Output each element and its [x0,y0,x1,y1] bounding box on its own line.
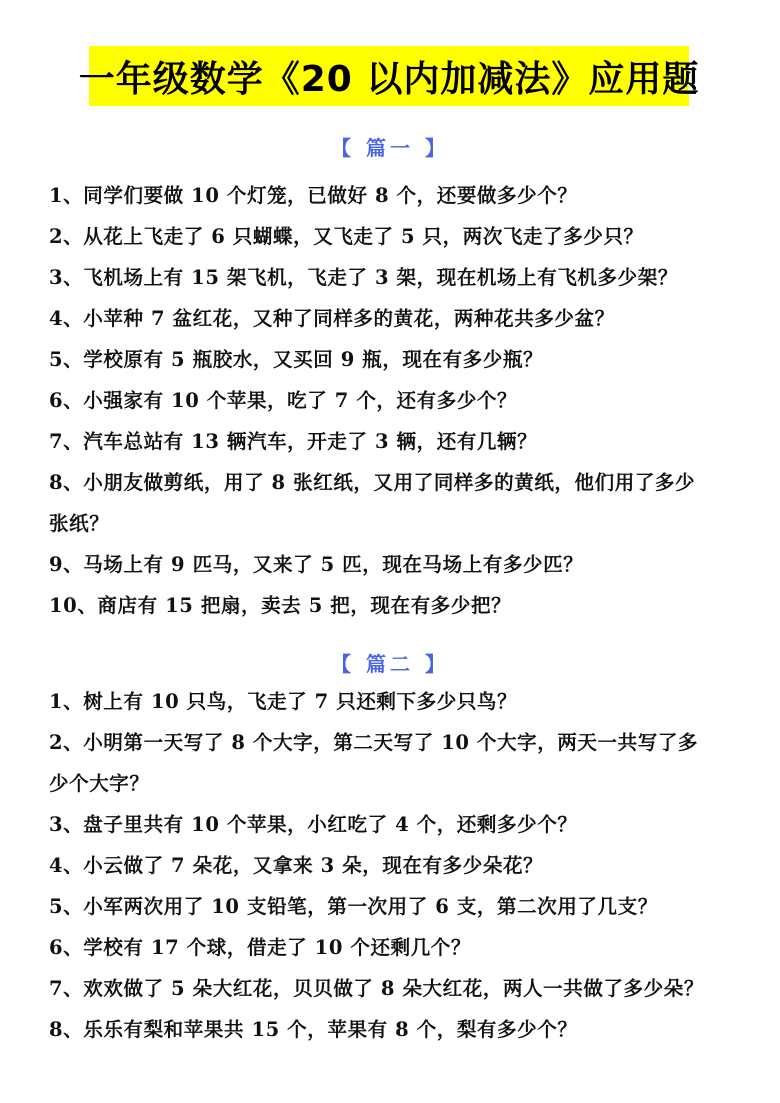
question-1-8: 8、小朋友做剪纸，用了 8 张红纸，又用了同样多的黄纸，他们用了多少 [49,471,696,494]
question-1-5: 5、学校原有 5 瓶胶水，又买回 9 瓶，现在有多少瓶？ [49,348,544,371]
question-1-10: 10、商店有 15 把扇，卖去 5 把，现在有多少把？ [49,594,512,617]
question-1-6: 6、小强家有 10 个苹果，吃了 7 个，还有多少个？ [49,389,518,412]
question-2-2-continued: 少个大字？ [49,772,150,795]
question-2-2: 2、小明第一天写了 8 个大字，第二天写了 10 个大字，两天一共写了多 [49,731,699,754]
question-2-1: 1、树上有 10 只鸟，飞走了 7 只还剩下多少只鸟？ [49,690,518,713]
question-2-3: 3、盘子里共有 10 个苹果，小红吃了 4 个，还剩多少个？ [49,813,578,836]
question-2-4: 4、小云做了 7 朵花，又拿来 3 朵，现在有多少朵花？ [49,854,544,877]
question-1-8-continued: 张纸？ [49,512,110,535]
question-2-6: 6、学校有 17 个球，借走了 10 个还剩几个？ [49,936,471,959]
question-1-4: 4、小苹种 7 盆红花，又种了同样多的黄花，两种花共多少盆？ [49,307,615,330]
title-highlight [78,46,700,106]
page-title: 一年级数学《20 以内加减法》应用题 [78,58,700,100]
question-1-9: 9、马场上有 9 匹马，又来了 5 匹，现在马场上有多少匹？ [49,553,584,576]
section-heading-1: 【 篇一 】 [331,136,449,160]
question-1-1: 1、同学们要做 10 个灯笼，已做好 8 个，还要做多少个？ [49,184,578,207]
question-2-8: 8、乐乐有梨和苹果共 15 个，苹果有 8 个，梨有多少个？ [49,1018,578,1041]
question-1-3: 3、飞机场上有 15 架飞机，飞走了 3 架，现在机场上有飞机多少架？ [49,266,678,289]
question-1-2: 2、从花上飞走了 6 只蝴蝶，又飞走了 5 只，两次飞走了多少只？ [49,225,644,248]
question-1-7: 7、汽车总站有 13 辆汽车，开走了 3 辆，还有几辆？ [49,430,538,453]
question-2-7: 7、欢欢做了 5 朵大红花，贝贝做了 8 朵大红花，两人一共做了多少朵？ [49,977,704,1000]
section-heading-2: 【 篇二 】 [331,652,449,676]
question-2-5: 5、小军两次用了 10 支铅笔，第一次用了 6 支，第二次用了几支？ [49,895,658,918]
